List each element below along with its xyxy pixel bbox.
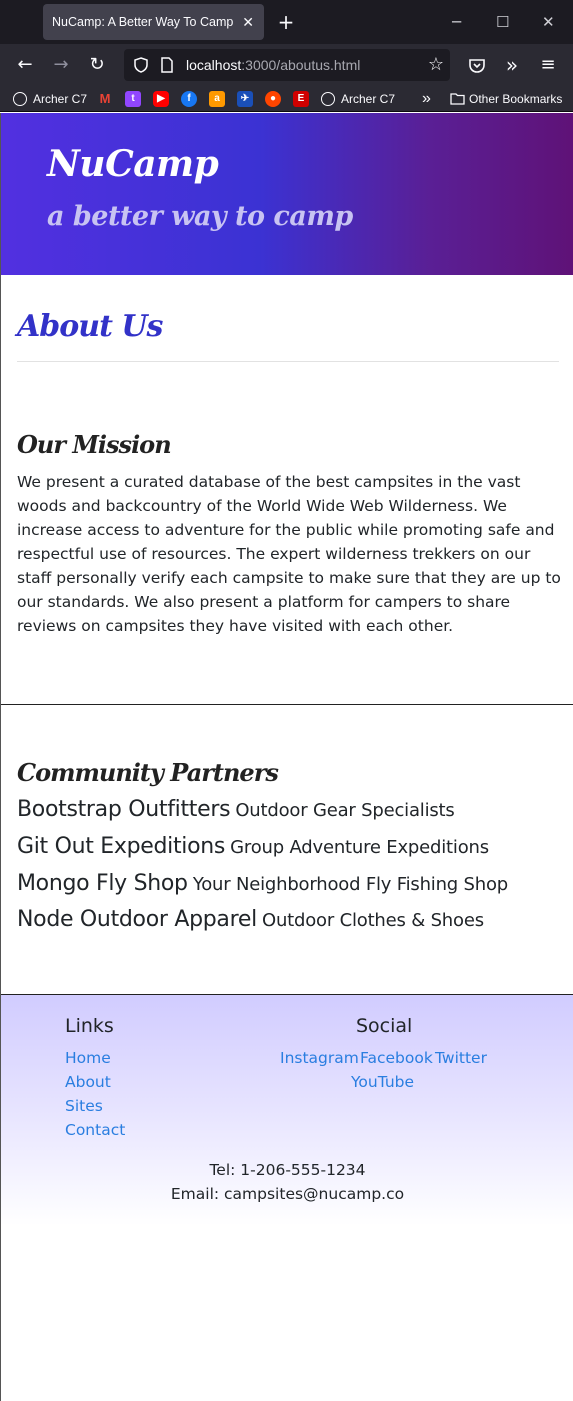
partner-desc: Outdoor Clothes & Shoes [261,910,484,931]
browser-tab[interactable] [43,4,264,40]
partner-desc: Group Adventure Expeditions [230,837,489,858]
flag-icon[interactable]: ✈ [237,91,253,107]
browser-navbar [0,44,573,86]
pocket-icon[interactable] [467,56,487,76]
forward-icon[interactable]: → [53,54,69,75]
mission-heading: Our Mission [17,430,171,459]
browser-titlebar [0,0,573,44]
social-link-facebook[interactable]: Facebook [360,1049,433,1067]
new-tab-button[interactable]: + [277,10,295,34]
partner-desc: Your Neighborhood Fly Fishing Shop [192,874,509,895]
partner-item [17,834,489,859]
reddit-icon[interactable]: ● [265,91,281,107]
globe-icon [321,92,335,106]
twitch-icon[interactable]: t [125,91,141,107]
url-text[interactable]: localhost:3000/aboutus.html [186,57,361,73]
brand-tagline: a better way to camp [47,201,353,232]
social-link-youtube[interactable]: YouTube [351,1073,415,1091]
site-footer [1,994,573,1226]
back-icon[interactable]: ← [17,54,33,75]
partner-item [17,871,508,896]
footer-email[interactable]: Email: campsites@nucamp.co [170,1185,405,1203]
bookmark-star-icon[interactable]: ☆ [427,54,444,75]
gmail-icon[interactable]: M [99,91,111,106]
menu-icon[interactable]: ≡ [540,54,556,75]
partner-name: Node Outdoor Apparel [17,907,257,932]
section-divider [1,704,573,705]
tab-title: NuCamp: A Better Way To Camp [52,15,234,29]
page-title: About Us [17,309,163,344]
bookmarks-bar: Archer C7 M t ▶ f a ✈ ● E Archer C7 » Other Bookmarks [0,86,573,112]
shield-icon[interactable] [132,56,150,74]
window-close-icon[interactable]: ✕ [542,13,555,31]
footer-social-heading: Social [356,1015,413,1037]
partner-desc: Outdoor Gear Specialists [235,800,455,821]
footer-links-heading: Links [65,1015,114,1037]
page-content [0,113,573,1401]
partner-name: Mongo Fly Shop [17,871,188,896]
minimize-icon[interactable]: ─ [452,13,462,31]
social-link-instagram[interactable]: Instagram [280,1049,359,1067]
globe-icon [13,92,27,106]
header-jumbotron [1,113,573,275]
footer-link-about[interactable]: About [65,1073,111,1091]
folder-icon [450,92,465,105]
extensions-overflow-icon[interactable]: » [505,53,519,77]
partner-name: Bootstrap Outfitters [17,797,231,822]
footer-link-contact[interactable]: Contact [65,1121,126,1139]
youtube-icon[interactable]: ▶ [153,91,169,107]
mission-text: We present a curated database of the best campsites in the vast woods and backcountry of the World Wide Web Wilderness. We increase access to adventure for the public while promoting safe and respectful use of resources. The expert wilderness trekkers on our staff personally verify each campsite to make sure that they are up to our standards. We also present a platform for campers to share reviews on campsites they have visited with each other. [17,473,561,635]
tab-close-icon[interactable]: ✕ [242,14,254,30]
amazon-icon[interactable]: a [209,91,225,107]
page-info-icon[interactable] [158,56,176,74]
facebook-icon[interactable]: f [181,91,197,107]
partners-heading: Community Partners [17,758,278,787]
footer-link-home[interactable]: Home [65,1049,111,1067]
url-bar[interactable] [124,49,450,81]
divider [17,361,559,362]
reload-icon[interactable]: ↻ [89,54,105,75]
footer-phone: Tel: 1-206-555-1234 [209,1161,366,1179]
maximize-icon[interactable]: ☐ [496,13,510,31]
partner-item [17,907,484,932]
partner-item [17,797,455,822]
partner-name: Git Out Expeditions [17,834,226,859]
social-link-twitter[interactable]: Twitter [435,1049,487,1067]
brand-title: NuCamp [47,143,219,185]
espn-icon[interactable]: E [293,91,309,107]
footer-link-sites[interactable]: Sites [65,1097,103,1115]
bookmarks-overflow-icon[interactable]: » [422,90,431,107]
